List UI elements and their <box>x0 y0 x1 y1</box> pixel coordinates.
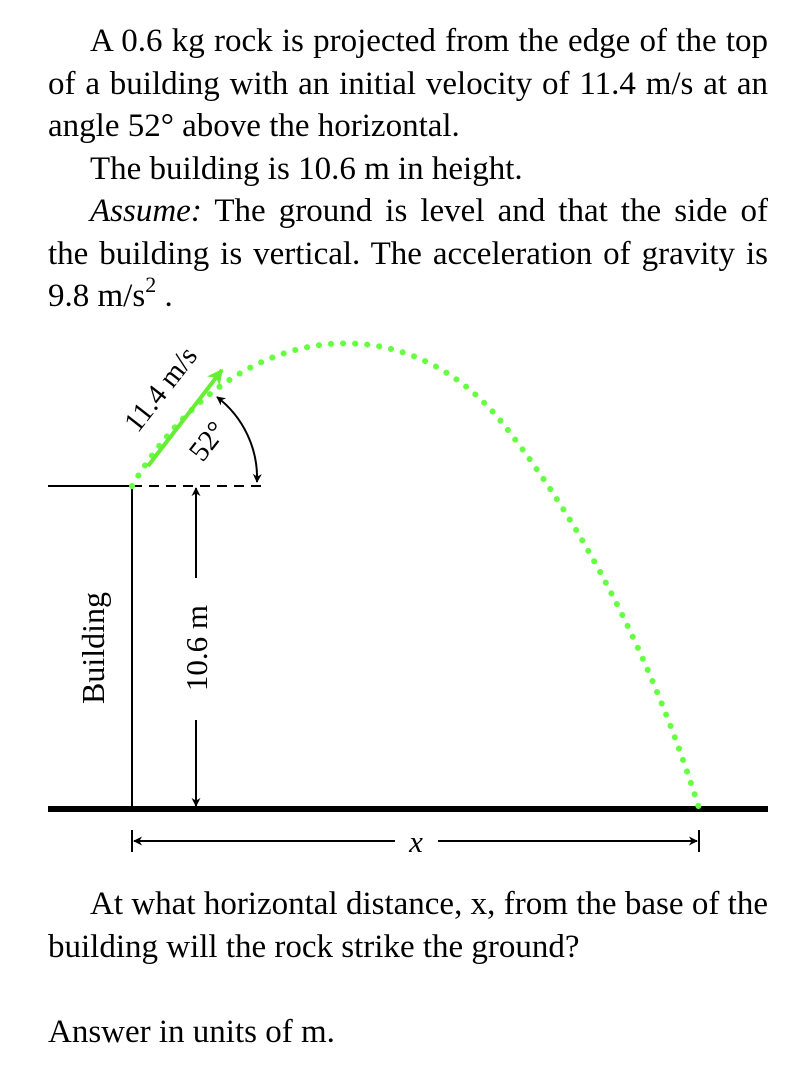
assume-end: . <box>156 278 173 314</box>
problem-intro: A 0.6 kg rock is projected from the edge of the top of a building with an initial velocity of 11.4 m/s at an angle 52° above the horizontal. <box>48 23 768 144</box>
angle-label: 52° <box>182 415 234 468</box>
assume-body: The ground is level and that the side of the building is vertical. The acceleration of gravity is 9.8 m/s <box>48 193 769 314</box>
assume-exponent: 2 <box>145 272 157 297</box>
height-sentence: The building is 10.6 m in height. <box>90 151 523 187</box>
velocity-label: 11.4 m/s <box>117 340 204 439</box>
building-label: Building <box>75 591 111 705</box>
assume-label: Assume: <box>90 193 202 229</box>
answer-units: Answer in units of m. <box>48 1014 335 1050</box>
distance-label: x <box>409 824 423 859</box>
trajectory-path <box>132 343 699 808</box>
height-label: 10.6 m <box>179 604 214 692</box>
question-text: At what horizontal distance, x, from the base of the building will the rock strike the ground? <box>48 886 768 965</box>
